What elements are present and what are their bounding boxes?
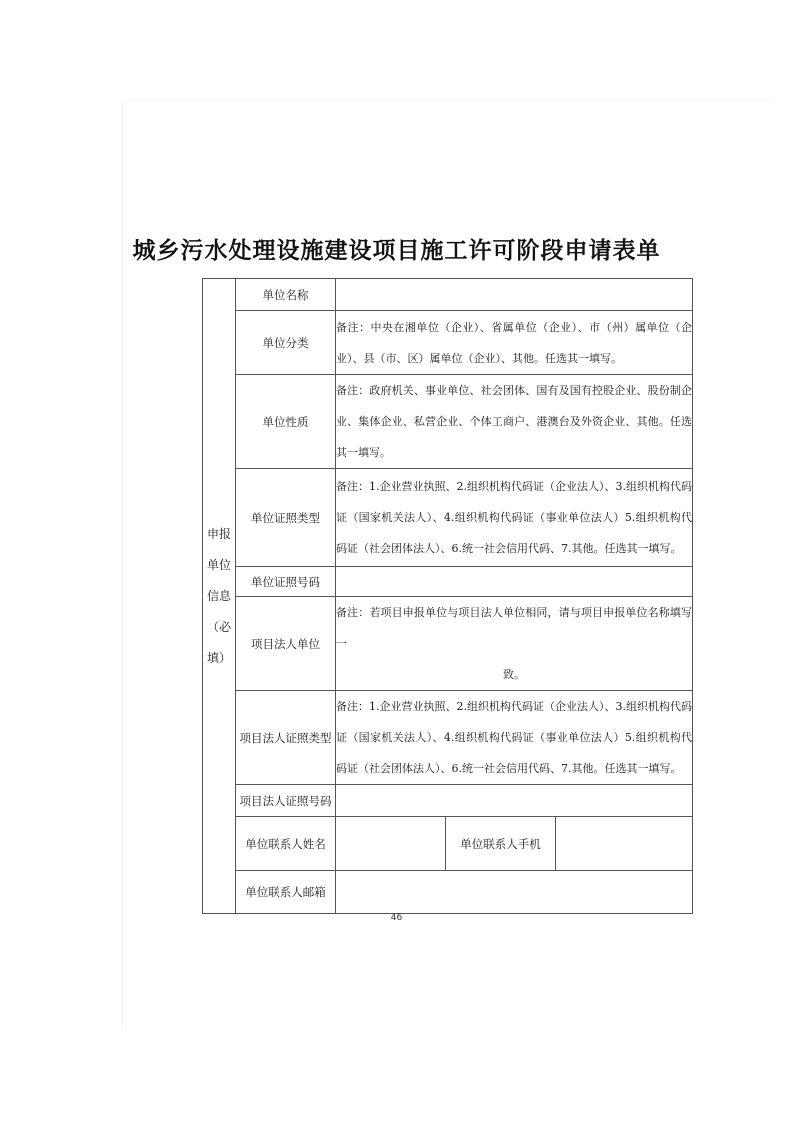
project-legal-license-number-field[interactable] bbox=[336, 785, 693, 817]
contact-email-label: 单位联系人邮箱 bbox=[236, 871, 336, 914]
table-row bbox=[203, 597, 693, 691]
project-legal-unit-label: 项目法人单位 bbox=[236, 597, 336, 691]
section-label-applicant-info: 申报 单位 信息 （必 填） bbox=[203, 279, 236, 914]
table-row bbox=[203, 871, 693, 914]
contact-name-label: 单位联系人姓名 bbox=[236, 817, 336, 871]
contact-mobile-label: 单位联系人手机 bbox=[446, 817, 556, 871]
table-row bbox=[203, 279, 693, 311]
project-legal-unit-note[interactable] bbox=[336, 597, 693, 691]
unit-nature-note[interactable]: 备注：政府机关、事业单位、社会团体、国有及国有控股企业、股份制企业、集体企业、私营企业、个体工商户、港澳台及外资企业、其他。任选其一填写。 bbox=[336, 375, 693, 469]
contact-email-field[interactable] bbox=[336, 871, 693, 914]
contact-name-field[interactable] bbox=[336, 817, 446, 871]
table-row bbox=[203, 691, 693, 785]
unit-name-label: 单位名称 bbox=[236, 279, 336, 311]
unit-license-number-field[interactable] bbox=[336, 567, 693, 597]
unit-license-type-label: 单位证照类型 bbox=[236, 469, 336, 567]
unit-license-type-note[interactable]: 备注：1.企业营业执照、2.组织机构代码证（企业法人）、3.组织机构代码证（国家机关法人）、4.组织机构代码证（事业单位法人）5.组织机构代码证（社会团体法人）、6.统一社会信用代码、7.其他。任选其一填写。 bbox=[336, 469, 693, 567]
table-row bbox=[203, 817, 693, 871]
project-legal-unit-note-main: 备注：若项目申报单位与项目法人单位相同，请与项目申报单位名称填写一 bbox=[336, 606, 693, 650]
table-row bbox=[203, 311, 693, 375]
table-row bbox=[203, 375, 693, 469]
unit-license-number-label: 单位证照号码 bbox=[236, 567, 336, 597]
project-legal-license-type-note[interactable]: 备注：1.企业营业执照、2.组织机构代码证（企业法人）、3.组织机构代码证（国家机关法人）、4.组织机构代码证（事业单位法人）5.组织机构代码证（社会团体法人）、6.统一社会信用代码、7.其他。任选其一填写。 bbox=[336, 691, 693, 785]
project-legal-license-type-label: 项目法人证照类型 bbox=[236, 691, 336, 785]
contact-mobile-field[interactable] bbox=[556, 817, 693, 871]
application-form-table bbox=[202, 278, 693, 914]
table-row bbox=[203, 785, 693, 817]
form-title: 城乡污水处理设施建设项目施工许可阶段申请表单 bbox=[132, 238, 661, 264]
project-legal-unit-note-end: 致。 bbox=[503, 668, 525, 681]
unit-category-note[interactable]: 备注：中央在湘单位（企业）、省属单位（企业）、市（州）属单位（企业）、县（市、区）属单位（企业）、其他。任选其一填写。 bbox=[336, 311, 693, 375]
project-legal-license-number-label: 项目法人证照号码 bbox=[236, 785, 336, 817]
table-row bbox=[203, 469, 693, 567]
table-row bbox=[203, 567, 693, 597]
page-number: 46 bbox=[390, 913, 403, 923]
unit-category-label: 单位分类 bbox=[236, 311, 336, 375]
unit-name-field[interactable] bbox=[336, 279, 693, 311]
unit-nature-label: 单位性质 bbox=[236, 375, 336, 469]
